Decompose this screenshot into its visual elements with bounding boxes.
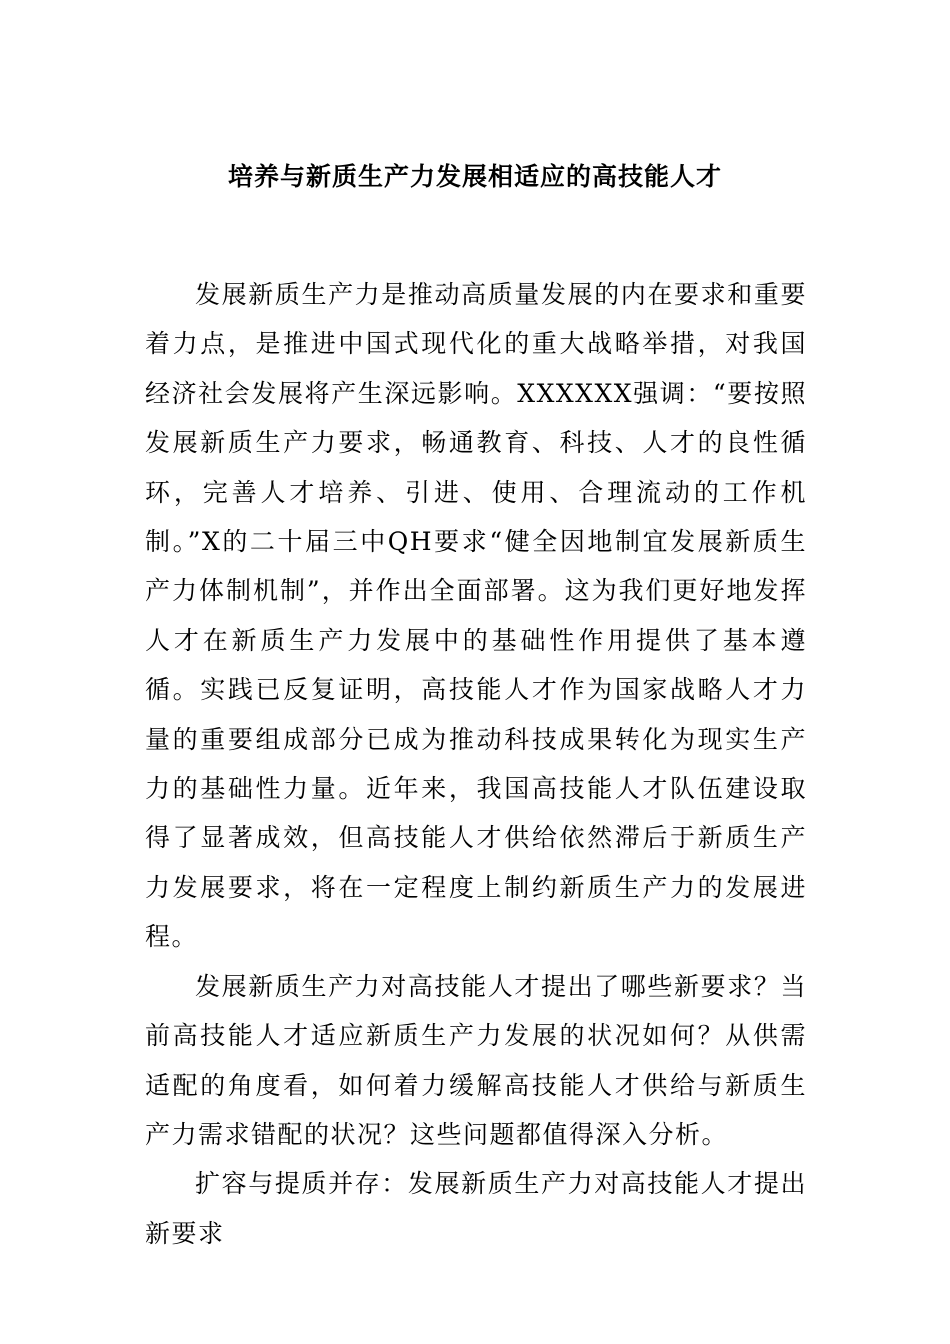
section-heading: 扩容与提质并存：发展新质生产力对高技能人才提出新要求 (145, 1169, 807, 1248)
document-body (145, 270, 807, 1258)
paragraph-questions: 发展新质生产力对高技能人才提出了哪些新要求？当前高技能人才适应新质生产力发展的状况如何？从供需适配的角度看，如何着力缓解高技能人才供给与新质生产力需求错配的状况？这些问题都值得深入分析。 (145, 971, 807, 1149)
document-title: 培养与新质生产力发展相适应的高技能人才 (227, 162, 722, 191)
paragraph-intro: 发展新质生产力是推动高质量发展的内在要求和重要着力点，是推进中国式现代化的重大战略举措，对我国经济社会发展将产生深远影响。XXXXXX强调：“要按照发展新质生产力要求，畅通教育、科技、人才的良性循环，完善人才培养、引进、使用、合理流动的工作机制。”X的二十届三中QH要求“健全因地制宜发展新质生产力体制机制”，并作出全面部署。这为我们更好地发挥人才在新质生产力发展中的基础性作用提供了基本遵循。实践已反复证明，高技能人才作为国家战略人才力量的重要组成部分已成为推动科技成果转化为现实生产力的基础性力量。近年来，我国高技能人才队伍建设取得了显著成效，但高技能人才供给依然滞后于新质生产力发展要求，将在一定程度上制约新质生产力的发展进程。 (145, 280, 807, 952)
